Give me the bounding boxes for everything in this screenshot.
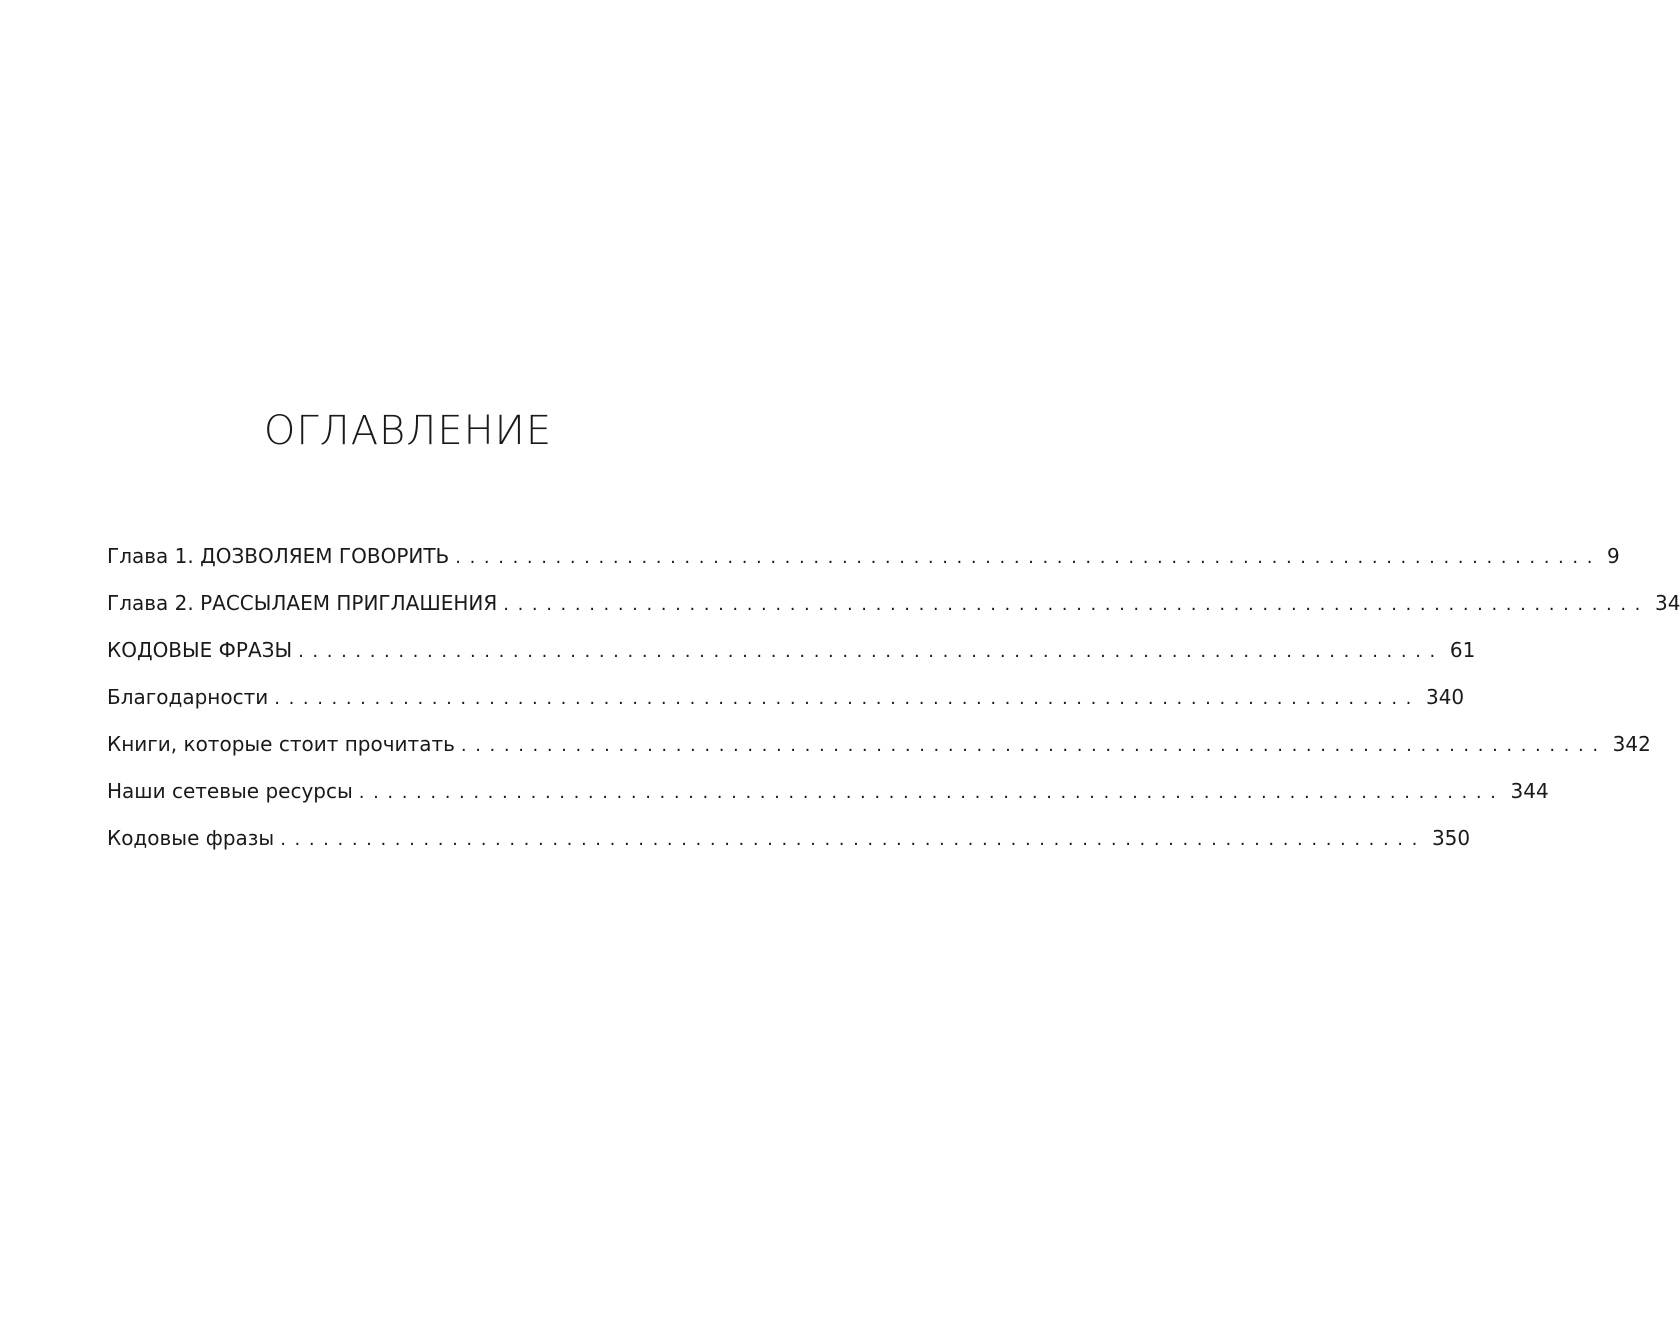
toc-entry-page: 9	[1607, 544, 1620, 568]
toc-entry-page: 340	[1425, 685, 1465, 709]
dot-leader: ................................................................................	[298, 641, 1444, 662]
dot-leader: ................................................................................	[274, 688, 1420, 709]
toc-entry-label: Глава 1. ДОЗВОЛЯЕМ ГОВОРИТЬ	[107, 544, 450, 568]
toc-entry-1	[107, 536, 1620, 583]
toc-entry-5	[107, 724, 1651, 771]
toc-entry-page: 350	[1431, 826, 1471, 850]
toc-entry-2	[107, 583, 1680, 630]
toc-entry-label: Кодовые фразы	[107, 826, 275, 850]
dot-leader: ................................................................................	[460, 735, 1607, 756]
toc-entry-page: 342	[1612, 732, 1651, 756]
toc-entry-page: 34	[1655, 591, 1680, 615]
toc-entry-page: 61	[1449, 638, 1476, 662]
toc-entry-page: 344	[1510, 779, 1549, 803]
dot-leader: ................................................................................	[280, 829, 1426, 850]
toc-entry-4	[107, 677, 1465, 724]
toc-entry-label: Наши сетевые ресурсы	[107, 779, 353, 803]
dot-leader: ................................................................................	[358, 782, 1505, 803]
dot-leader: ................................................................................	[455, 547, 1602, 568]
toc-entry-6	[107, 771, 1549, 818]
table-of-contents	[107, 536, 1680, 865]
toc-entry-7	[107, 818, 1471, 865]
toc-entry-label: КОДОВЫЕ ФРАЗЫ	[107, 638, 293, 662]
dot-leader: ................................................................................	[503, 594, 1649, 615]
toc-entry-label: Благодарности	[107, 685, 269, 709]
toc-entry-label: Книги, которые стоит прочитать	[107, 732, 455, 756]
page-title: ОГЛАВЛЕНИЕ	[263, 408, 553, 454]
toc-entry-3	[107, 630, 1476, 677]
toc-entry-label: Глава 2. РАССЫЛАЕМ ПРИГЛАШЕНИЯ	[107, 591, 498, 615]
